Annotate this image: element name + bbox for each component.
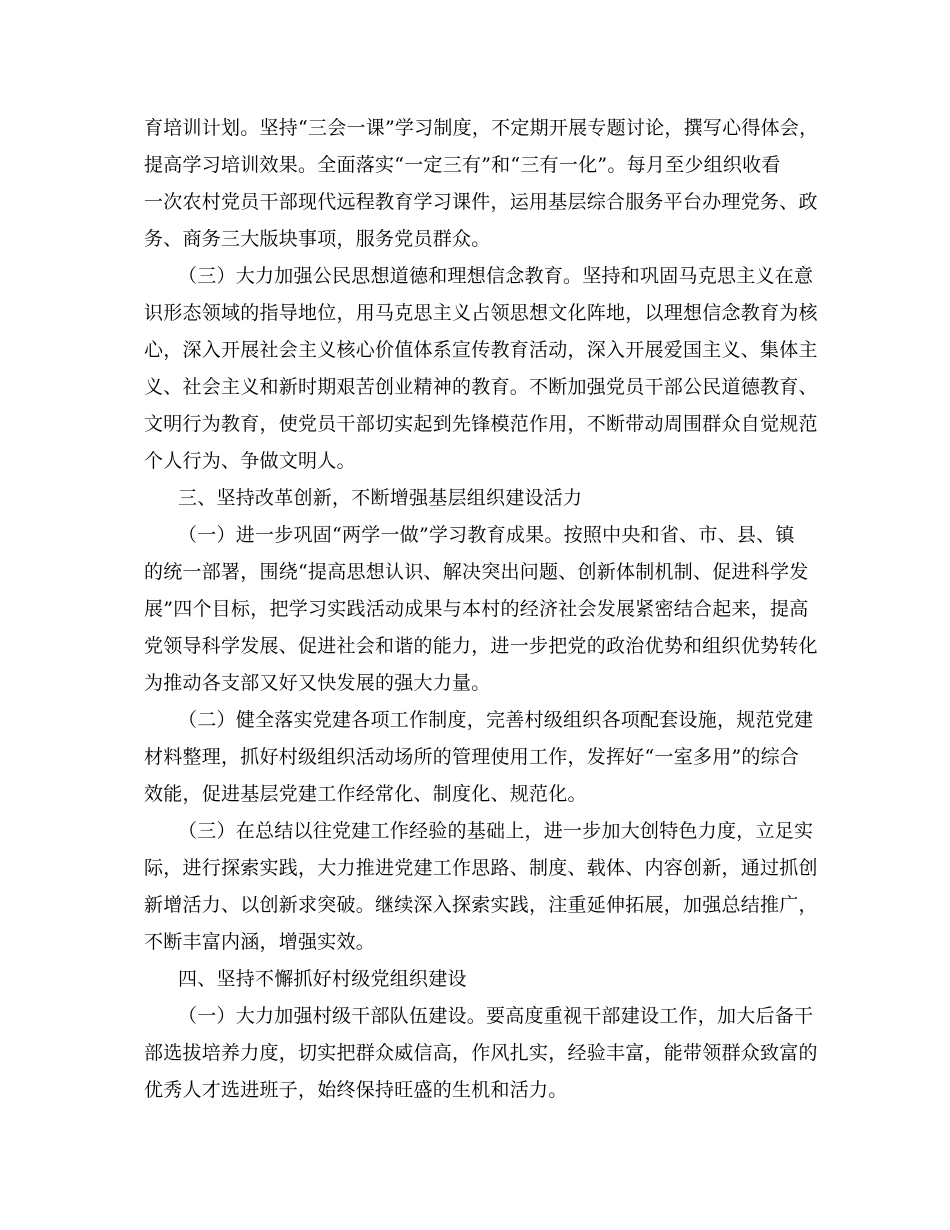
text-line: 的统一部署，围绕“提高思想认识、解决突出问题、创新体制机制、促进科学发 [144,561,809,583]
text-line: 不断丰富内涵，增强实效。 [144,931,376,953]
text-line: 优秀人才选进班子，始终保持旺盛的生机和活力。 [144,1079,568,1101]
text-line: 新增活力、以创新求突破。继续深入探索实践，注重延伸拓展，加强总结推广， [144,894,818,916]
text-line: 个人行为、争做文明人。 [144,450,356,472]
text-line: 际，进行探索实践，大力推进党建工作思路、制度、载体、内容创新，通过抓创 [144,857,818,879]
text-line: 效能，促进基层党建工作经常化、制度化、规范化。 [144,783,587,805]
text-line: 展”四个目标，把学习实践活动成果与本村的经济社会发展紧密结合起来，提高 [144,598,809,620]
text-line: 务、商务三大版块事项，服务党员群众。 [144,228,491,250]
text-line: 义、社会主义和新时期艰苦创业精神的教育。不断加强党员干部公民道德教育、 [144,376,818,398]
text-line: 材料整理，抓好村级组织活动场所的管理使用工作，发挥好“一室多用”的综合 [144,746,800,768]
text-line: 部选拔培养力度，切实把群众威信高，作风扎实，经验丰富，能带领群众致富的 [144,1042,818,1064]
paragraph-start: （三）大力加强公民思想道德和理想信念教育。坚持和巩固马克思主义在意 [178,265,814,287]
text-line: 为推动各支部又好又快发展的强大力量。 [144,672,491,694]
text-line: 心，深入开展社会主义核心价值体系宣传教育活动，深入开展爱国主义、集体主 [144,339,818,361]
text-line: 文明行为教育，使党员干部切实起到先锋模范作用，不断带动周围群众自觉规范 [144,413,818,435]
text-line: 党领导科学发展、促进社会和谐的能力，进一步把党的政治优势和组织优势转化 [144,635,818,657]
paragraph-start: （一）大力加强村级干部队伍建设。要高度重视干部建设工作，加大后备干 [178,1005,814,1027]
section-heading: 三、坚持改革创新，不断增强基层组织建设活力 [178,487,583,509]
paragraph-start: （二）健全落实党建各项工作制度，完善村级组织各项配套设施，规范党建 [178,709,814,731]
text-line: 育培训计划。坚持“三会一课”学习制度，不定期开展专题讨论，撰写心得体会， [144,117,819,139]
text-line: 识形态领域的指导地位，用马克思主义占领思想文化阵地，以理想信念教育为核 [144,302,818,324]
text-line: 提高学习培训效果。全面落实“一定三有”和“三有一化”。每月至少组织收看 [144,154,781,176]
paragraph-start: （一）进一步巩固“两学一做”学习教育成果。按照中央和省、市、县、镇 [178,524,795,546]
paragraph-start: （三）在总结以往党建工作经验的基础上，进一步加大创特色力度，立足实 [178,820,814,842]
section-heading: 四、坚持不懈抓好村级党组织建设 [178,968,467,990]
text-line: 一次农村党员干部现代远程教育学习课件，运用基层综合服务平台办理党务、政 [144,191,818,213]
